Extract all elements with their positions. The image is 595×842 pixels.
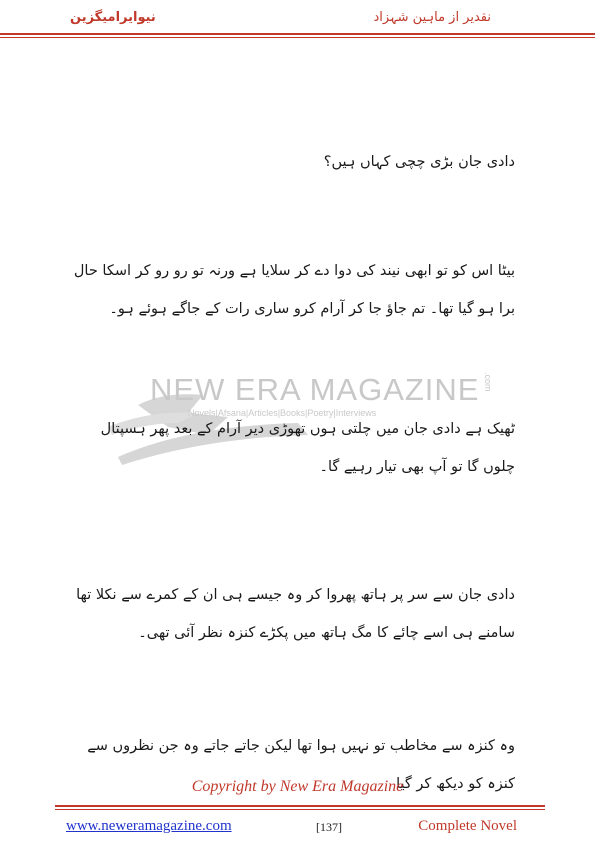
watermark-title: NEW ERA MAGAZINE	[150, 372, 480, 407]
watermark-dotcom: .com	[483, 372, 493, 392]
watermark-subtitle: Novels|Afsana|Articles|Books|Poetry|Interviews	[188, 408, 377, 418]
chapter-title: نقدیر از ماہین شہزاد	[373, 10, 491, 25]
footer-divider	[55, 805, 545, 807]
header-divider-thin	[0, 37, 595, 38]
paragraph-5: وہ کنزہ سے مخاطب تو نہیں ہوا تھا لیکن جاتے جاتے وہ جن نظروں سے کنزہ کو دیکھ کر گیا	[87, 738, 515, 792]
paragraph-1: دادی جان بڑی چچی کہاں ہیں؟	[323, 154, 515, 170]
paragraph-2: بیٹا اس کو تو ابھی نیند کی دوا دے کر سلایا ہے ورنہ تو رو رو کر اسکا حال برا ہو گیا تھا۔ تم جاؤ جا کر آرام کرو ساری رات کے جاگے ہوئے ہو۔	[73, 263, 515, 317]
magazine-name: نیوایرامیگزین	[70, 10, 156, 25]
page-number: [137]	[316, 820, 342, 834]
website-link[interactable]: www.neweramagazine.com	[66, 818, 232, 834]
copyright-notice: Copyright by New Era Magazine	[191, 778, 404, 795]
footer-divider-thin	[55, 809, 545, 810]
complete-novel-label: Complete Novel	[418, 818, 517, 834]
paragraph-3: ٹھیک ہے دادی جان میں چلتی ہوں تھوڑی دیر آرام کے بعد پھر ہسپتال چلوں گا تو آپ بھی تیار رہیے گا۔	[100, 421, 515, 475]
paragraph-4: دادی جان سے سر پر ہاتھ پھروا کر وہ جیسے ہی ان کے کمرے سے نکلا تھا سامنے ہی اسے چائے کا مگ ہاتھ میں پکڑے کنزہ نظر آئی تھی۔	[76, 587, 515, 641]
header-divider	[0, 33, 595, 35]
page-header	[0, 10, 595, 32]
